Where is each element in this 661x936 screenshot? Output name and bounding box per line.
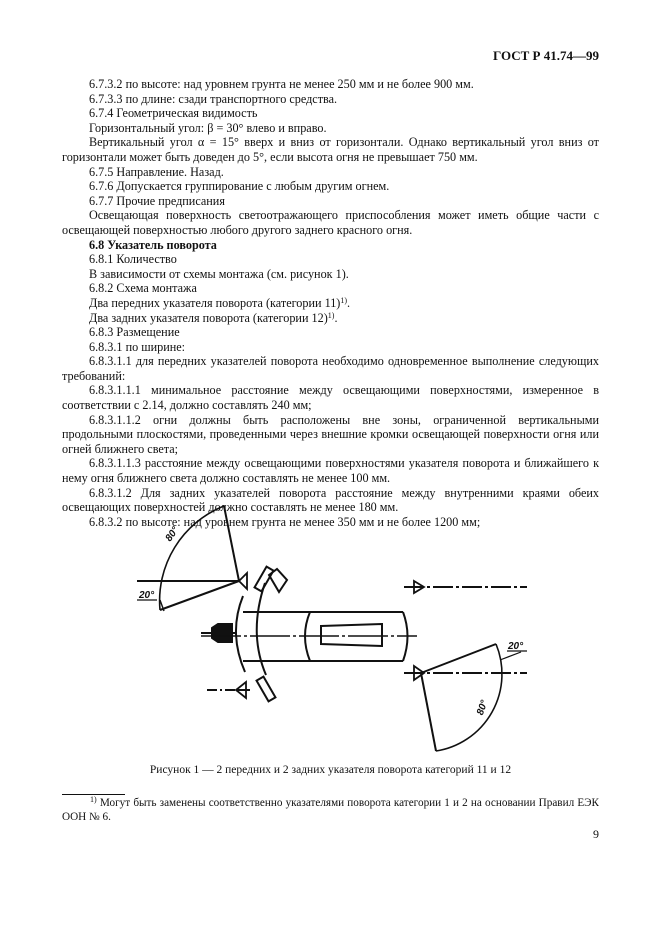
vehicle-outline: [201, 612, 417, 661]
paragraph-reflector-surface: Освещающая поверхность светоотражающего приспособления может иметь общие части с освещающей поверхностью любого другого заднего красного огня.: [62, 208, 599, 237]
paragraph-6-8-1: 6.8.1 Количество: [89, 252, 177, 267]
paragraph-6-7-6: 6.7.6 Допускается группирование с любым другим огнем.: [89, 179, 390, 194]
paragraph-6-8-3-1-1: 6.8.3.1.1 для передних указателей поворота необходимо одновременное выполнение следующих требований:: [62, 354, 599, 383]
rear-left-indicator: [404, 581, 527, 593]
paragraph-vertical-angle: Вертикальный угол α = 15° вверх и вниз от горизонтали. Однако вертикальный угол вниз от горизонтали может быть доведен до 5°, если высота огня не превышает 750 мм.: [62, 135, 599, 164]
footnote-marker: 1): [90, 795, 97, 804]
angle-label-rear-20: 20°: [508, 641, 524, 652]
rear-right-visibility-sector: [404, 644, 527, 751]
paragraph-6-7-7: 6.7.7 Прочие предписания: [89, 193, 225, 208]
section-heading-6-8: 6.8 Указатель поворота: [89, 237, 217, 252]
paragraph-6-8-3-1-2: 6.8.3.1.2 Для задних указателей поворота расстояние между внутренними краями обеих освещающих поверхностей должно составлять не менее 180 мм.: [62, 485, 599, 515]
paragraph-6-8-3-1: 6.8.3.1 по ширине:: [89, 339, 186, 354]
body-text: [62, 77, 599, 529]
footnote-ref: 1): [340, 295, 348, 305]
paragraph-6-7-5: 6.7.5 Направление. Назад.: [89, 164, 224, 179]
paragraph-6-7-4: 6.7.4 Геометрическая видимость: [89, 106, 258, 121]
text: Два задних указателя поворота (категории 12): [89, 310, 328, 325]
text-tail: .: [334, 310, 338, 325]
paragraph-6-8-2: 6.8.2 Схема монтажа: [89, 281, 197, 296]
paragraph-6-7-3-3: 6.7.3.3 по длине: сзади транспортного средства.: [89, 91, 338, 106]
document-header-id: ГОСТ Р 41.74—99: [493, 48, 599, 63]
front-side-indicator-top: [255, 567, 287, 592]
turn-indicator-diagram: [0, 500, 661, 760]
paragraph-6-8-3-2: 6.8.3.2 по высоте: над уровнем грунта не менее 350 мм и не более 1200 мм;: [89, 514, 481, 529]
footnote-ref: 1): [327, 310, 335, 320]
paragraph-6-8-3: 6.8.3 Размещение: [89, 325, 180, 340]
figure-turn-indicators: [0, 500, 661, 760]
angle-label-front-20: 20°: [139, 590, 155, 601]
page-number: 9: [593, 827, 599, 841]
paragraph-quantity: В зависимости от схемы монтажа (см. рисунок 1).: [89, 266, 349, 281]
angle-label-rear-80: 80°: [474, 698, 491, 717]
paragraph-6-8-3-1-1-1: 6.8.3.1.1.1 минимальное расстояние между освещающими поверхностями, измеренное в соответствии с 2.14, должно составлять 240 мм;: [62, 383, 599, 413]
front-right-indicator: [207, 682, 250, 698]
text-tail: .: [347, 295, 351, 310]
footnote: [62, 797, 599, 824]
paragraph-6-8-3-1-1-3: 6.8.3.1.1.3 расстояние между освещающими поверхностями указателя поворота и ближайшего к нему огня ближнего света должно составлять не менее 100 мм.: [62, 456, 599, 486]
headlamp-symbol: [201, 624, 237, 642]
paragraph-front-indicators: [62, 296, 599, 311]
paragraph-6-8-3-1-1-2: 6.8.3.1.1.2 огни должны быть расположены вне зоны, ограниченной вертикальными продольными плоскостями, проведенными через внешние кромки освещающей поверхности огня или огней ближнего света;: [62, 412, 599, 456]
paragraph-6-7-3-2: 6.7.3.2 по высоте: над уровнем грунта не менее 250 мм и не более 900 мм.: [89, 77, 474, 91]
front-side-indicator-bottom: [257, 677, 276, 702]
paragraph-rear-indicators: [62, 311, 599, 326]
angle-label-front-80: 80°: [163, 525, 182, 544]
footnote-text: Могут быть заменены соответственно указателями поворота категории 1 и 2 на основании Правил ЕЭК ООН № 6.: [62, 797, 599, 823]
text: Два передних указателя поворота (категории 11): [89, 295, 341, 310]
figure-caption: Рисунок 1 — 2 передних и 2 задних указателя поворота категорий 11 и 12: [149, 764, 512, 776]
paragraph-horizontal-angle: Горизонтальный угол: β = 30° влево и вправо.: [89, 120, 327, 135]
